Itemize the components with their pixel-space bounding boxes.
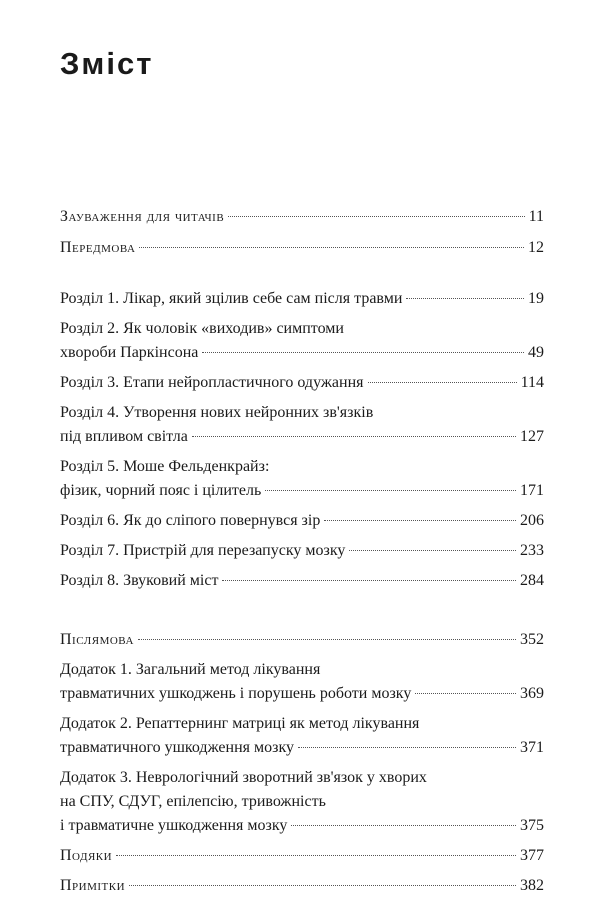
toc-entry-label: Додаток 3. Неврологічний зворотний зв'язок у хворих [60, 769, 427, 786]
toc-entry-label: фізик, чорний пояс і цілитель [60, 482, 262, 499]
dot-leader [265, 490, 516, 491]
toc-entry-label: під впливом світла [60, 428, 188, 445]
page-number: 12 [528, 239, 544, 256]
toc-entry-foreword[interactable] [60, 236, 544, 260]
toc-entry-chapter-7[interactable] [60, 539, 544, 563]
page-number: 371 [520, 739, 544, 756]
dot-leader [368, 382, 517, 383]
toc-entry-acknowledgements[interactable] [60, 844, 544, 868]
dot-leader [324, 520, 516, 521]
page-number: 377 [520, 847, 544, 864]
toc-entry-afterword[interactable] [60, 628, 544, 652]
toc-entry-label: травматичних ушкоджень і порушень роботи мозку [60, 685, 412, 702]
toc-entry-appendix-2[interactable] [60, 712, 544, 760]
dot-leader [139, 247, 524, 248]
toc-entry-label: Розділ 7. Пристрій для перезапуску мозку [60, 542, 346, 559]
toc-entry-chapter-8[interactable] [60, 569, 544, 593]
toc-entry-label: Передмова [60, 239, 136, 256]
dot-leader [129, 885, 516, 886]
page-title: Зміст [60, 46, 154, 81]
toc-entry-label: Розділ 4. Утворення нових нейронних зв'язків [60, 404, 374, 421]
dot-leader [192, 436, 516, 437]
toc-entry-chapter-5[interactable] [60, 455, 544, 503]
toc-entry-notes[interactable] [60, 205, 544, 229]
toc-entry-label: Розділ 8. Звуковий міст [60, 572, 219, 589]
dot-leader [202, 352, 524, 353]
dot-leader [406, 298, 524, 299]
toc-entry-label: і травматичне ушкодження мозку [60, 817, 288, 834]
page-number: 375 [520, 817, 544, 834]
dot-leader [291, 825, 516, 826]
dot-leader [228, 216, 524, 217]
toc-entry-label: Розділ 5. Моше Фельденкрайз: [60, 458, 270, 475]
table-of-contents [60, 205, 544, 898]
toc-entry-label: Зауваження для читачів [60, 208, 225, 225]
toc-entry-endnotes[interactable] [60, 874, 544, 898]
dot-leader [116, 855, 516, 856]
dot-leader [415, 693, 516, 694]
page-number: 206 [520, 512, 544, 529]
page-number: 233 [520, 542, 544, 559]
page-number: 352 [520, 631, 544, 648]
dot-leader [349, 550, 516, 551]
toc-entry-label: Розділ 6. Як до сліпого повернувся зір [60, 512, 321, 529]
toc-entry-appendix-1[interactable] [60, 658, 544, 706]
dot-leader [138, 639, 516, 640]
toc-entry-label: Розділ 2. Як чоловік «виходив» симптоми [60, 320, 344, 337]
toc-entry-label: Додаток 1. Загальний метод лікування [60, 661, 321, 678]
page-number: 382 [520, 877, 544, 894]
toc-entry-label: Додаток 2. Репаттернинг матриці як метод лікування [60, 715, 420, 732]
toc-entry-label: Післямова [60, 631, 134, 648]
toc-entry-label: Розділ 3. Етапи нейропластичного одужання [60, 374, 364, 391]
toc-entry-chapter-6[interactable] [60, 509, 544, 533]
page-number: 49 [528, 344, 544, 361]
toc-entry-label: травматичного ушкодження мозку [60, 739, 294, 756]
page-number: 127 [520, 428, 544, 445]
toc-entry-label: Примітки [60, 877, 126, 894]
toc-entry-label: Подяки [60, 847, 113, 864]
dot-leader [222, 580, 516, 581]
toc-entry-label: Розділ 1. Лікар, який зцілив себе сам після травми [60, 290, 403, 307]
page-number: 19 [528, 290, 544, 307]
dot-leader [298, 747, 516, 748]
page-number: 171 [520, 482, 544, 499]
toc-entry-chapter-4[interactable] [60, 401, 544, 449]
page-number: 114 [520, 374, 544, 391]
toc-entry-chapter-3[interactable] [60, 371, 544, 395]
toc-entry-appendix-3[interactable] [60, 766, 544, 838]
page-number: 284 [520, 572, 544, 589]
toc-entry-label: хвороби Паркінсона [60, 344, 199, 361]
page-number: 11 [528, 208, 544, 225]
toc-entry-chapter-1[interactable] [60, 287, 544, 311]
page-number: 369 [520, 685, 544, 702]
toc-entry-label: на СПУ, СДУГ, епілепсію, тривожність [60, 793, 326, 810]
toc-entry-chapter-2[interactable] [60, 317, 544, 365]
